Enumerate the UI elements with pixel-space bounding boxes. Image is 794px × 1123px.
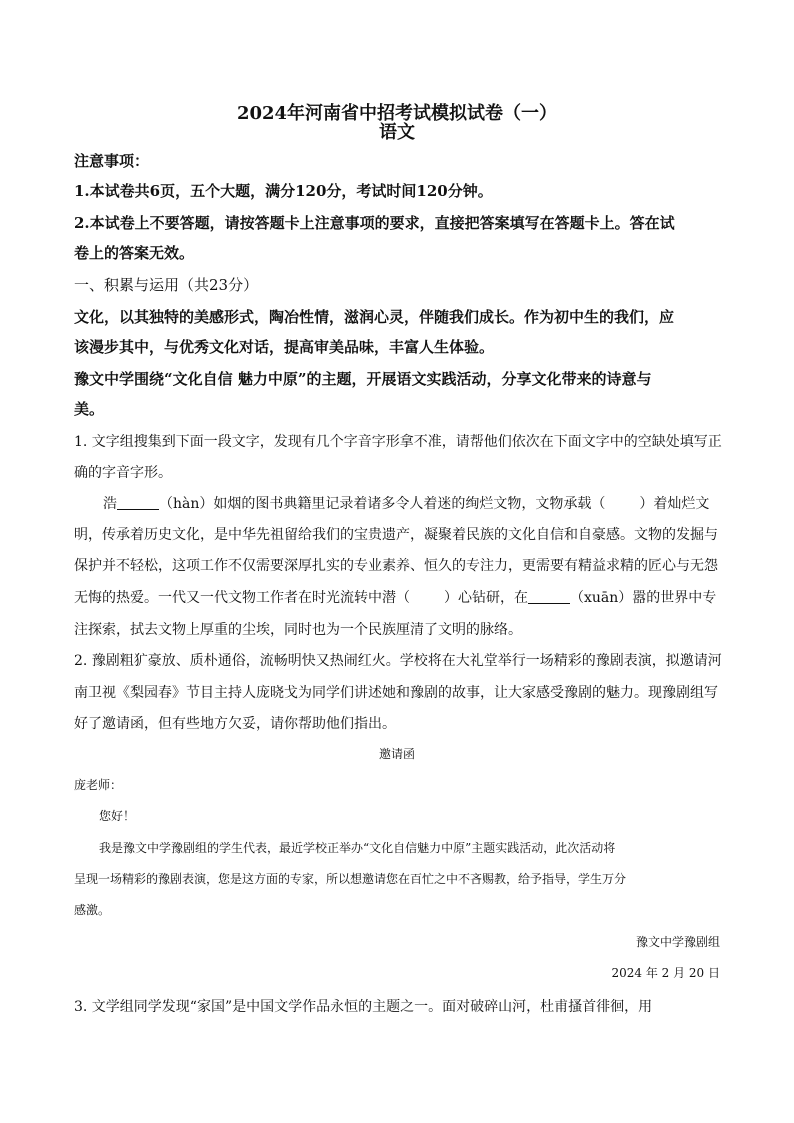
passage-text: 无悔的热爱。一代又一代文物工作者在时光流转中潜（ bbox=[74, 590, 410, 606]
notice-item-2-line2: 卷上的答案无效。 bbox=[74, 244, 195, 262]
exam-title: 2024年河南省中招考试模拟试卷（一） bbox=[236, 103, 558, 124]
subject-title: 语文 bbox=[379, 122, 415, 143]
question-1-line2: 确的字音字形。 bbox=[74, 465, 172, 481]
section-intro-line4: 美。 bbox=[74, 400, 105, 418]
letter-date: 2024 年 2 月 20 日 bbox=[611, 966, 720, 980]
letter-salutation: 庞老师： bbox=[74, 778, 123, 792]
question-3-line1: 3. 文学组同学发现“家国”是中国文学作品永恒的主题之一。面对破碎山河，杜甫搔首徘徊，用 bbox=[74, 999, 653, 1015]
notice-item-2-line1: 2.本试卷上不要答题，请按答题卡上注意事项的要求，直接把答案填写在答题卡上。答在试 bbox=[74, 214, 675, 232]
notice-item-1: 1.本试卷共6页，五个大题，满分120分，考试时间120分钟。 bbox=[74, 182, 493, 200]
answer-blank[interactable] bbox=[528, 588, 570, 604]
passage-text: （xuān）嚣的世界中专 bbox=[570, 590, 717, 606]
notice-heading: 注意事项： bbox=[74, 152, 150, 170]
passage-text: （hàn）如烟的图书典籍里记录着诸多令人着迷的绚烂文物，文物承载（ bbox=[159, 496, 606, 512]
letter-greeting: 您好！ bbox=[99, 809, 136, 823]
passage-text: ）着灿烂文 bbox=[639, 496, 710, 512]
question-1-passage-line2: 明，传承着历史文化，是中华先祖留给我们的宝贵遗产，凝聚着民族的文化自信和自豪感。文物的发掘与 bbox=[74, 527, 718, 543]
question-1-passage-line5: 注探索，拭去文物上厚重的尘埃，同时也为一个民族厘清了文明的脉络。 bbox=[74, 622, 522, 638]
section-intro-line3: 豫文中学围绕“文化自信 魅力中原”的主题，开展语文实践活动，分享文化带来的诗意与 bbox=[74, 370, 652, 388]
passage-text: 浩 bbox=[103, 496, 117, 512]
passage-text: ）心钻研，在 bbox=[444, 590, 528, 606]
letter-body-line2: 呈现一场精彩的豫剧表演，您是这方面的专家，所以想邀请您在百忙之中不吝赐教，给予指导，学生万分 bbox=[74, 872, 627, 886]
question-1-line1: 1. 文字组搜集到下面一段文字，发现有几个字音字形拿不准，请帮他们依次在下面文字中的空缺处填写正 bbox=[74, 434, 722, 450]
question-1-passage-line1 bbox=[103, 493, 709, 513]
letter-body-line3: 感激。 bbox=[74, 903, 111, 917]
question-1-passage-line3: 保护并不轻松，这项工作不仅需要深厚扎实的专业素养、恒久的专注力，更需要有精益求精的匠心与无怨 bbox=[74, 558, 718, 574]
letter-signature: 豫文中学豫剧组 bbox=[635, 935, 720, 949]
section-intro-line2: 该漫步其中，与优秀文化对话，提高审美品味，丰富人生体验。 bbox=[74, 338, 495, 356]
letter-title: 邀请函 bbox=[378, 747, 415, 761]
section-intro-line1: 文化，以其独特的美感形式，陶冶性情，滋润心灵，伴随我们成长。作为初中生的我们，应 bbox=[74, 308, 675, 326]
section-heading: 一、积累与运用（共23分） bbox=[74, 276, 259, 294]
question-2-line2: 南卫视《梨园春》节目主持人庞晓戈为同学们讲述她和豫剧的故事，让大家感受豫剧的魅力。现豫剧组写 bbox=[74, 685, 718, 701]
question-2-line3: 好了邀请函，但有些地方欠妥，请你帮助他们指出。 bbox=[74, 716, 396, 732]
question-1-passage-line4 bbox=[74, 587, 716, 607]
question-2-line1: 2. 豫剧粗犷豪放、质朴通俗，流畅明快又热闹红火。学校将在大礼堂举行一场精彩的豫剧表演，拟邀请河 bbox=[74, 653, 722, 669]
letter-body-line1: 我是豫文中学豫剧组的学生代表，最近学校正举办“文化自信魅力中原”主题实践活动，此次活动将 bbox=[99, 841, 616, 855]
answer-blank[interactable] bbox=[117, 494, 159, 510]
